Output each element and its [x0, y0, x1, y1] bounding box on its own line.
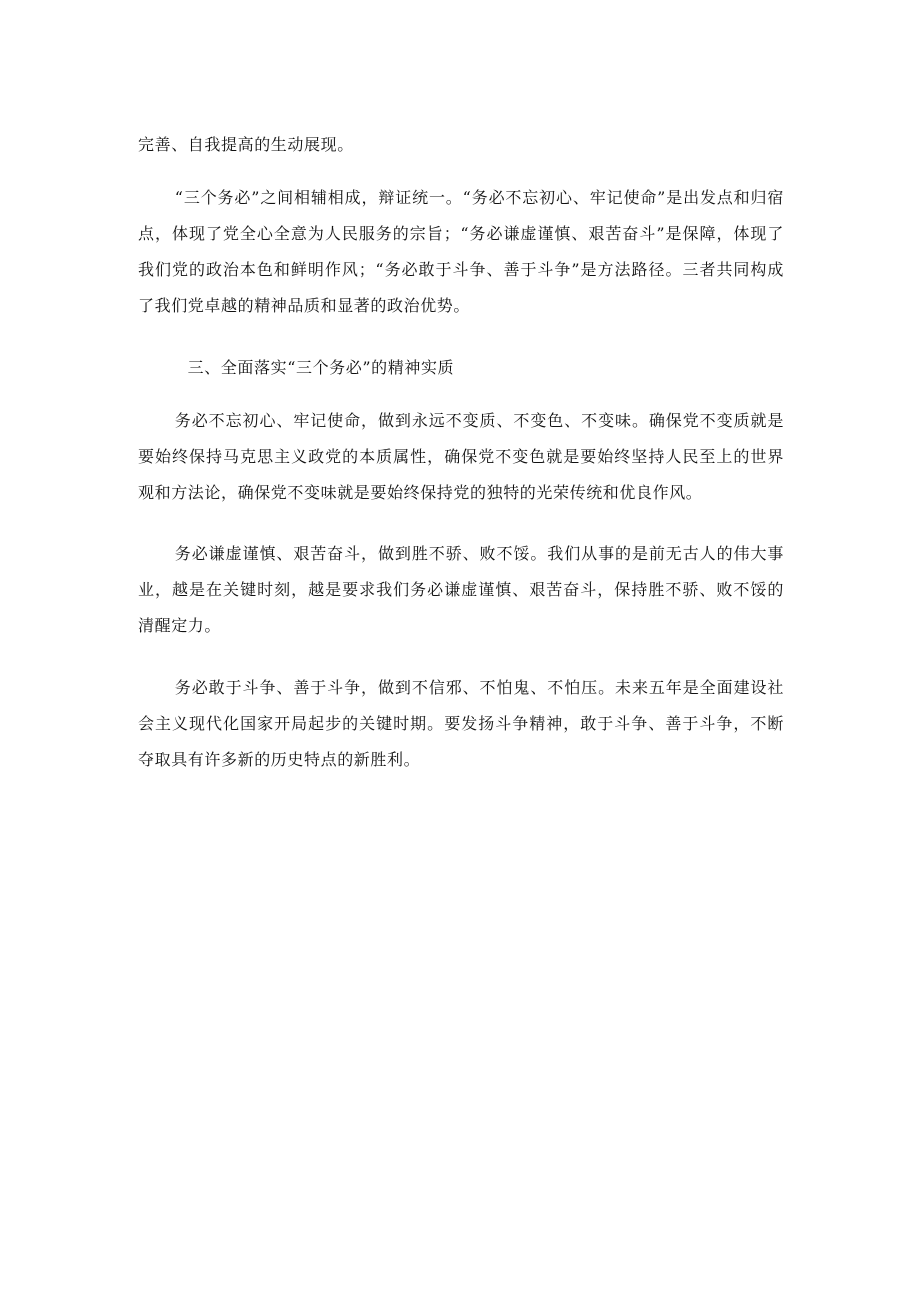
paragraph-three-musts-relationship: “三个务必”之间相辅相成，辩证统一。“务必不忘初心、牢记使命”是出发点和归宿点，体现了党全心全意为人民服务的宗旨；“务必谦虚谨慎、艰苦奋斗”是保障，体现了我们党的政治本色和鲜明作风；“务必敢于斗争、善于斗争”是方法路径。三者共同构成了我们党卓越的精神品质和显著的政治优势。 [138, 188, 784, 315]
paragraph-continuation: 完善、自我提高的生动展现。 [138, 135, 354, 154]
paragraph-original-aspiration: 务必不忘初心、牢记使命，做到永远不变质、不变色、不变味。确保党不变质就是要始终保持马克思主义政党的本质属性，确保党不变色就是要始终坚持人民至上的世界观和方法论，确保党不变味就是要始终保持党的独特的光荣传统和优良作风。 [138, 411, 784, 502]
paragraph-dare-to-struggle: 务必敢于斗争、善于斗争，做到不信邪、不怕鬼、不怕压。未来五年是全面建设社会主义现代化国家开局起步的关键时期。要发扬斗争精神，敢于斗争、善于斗争，不断夺取具有许多新的历史特点的新胜利。 [138, 678, 784, 769]
paragraph-modesty-hard-work: 务必谦虚谨慎、艰苦奋斗，做到胜不骄、败不馁。我们从事的是前无古人的伟大事业，越是在关键时刻，越是要求我们务必谦虚谨慎、艰苦奋斗，保持胜不骄、败不馁的清醒定力。 [138, 544, 784, 635]
section-heading: 三、全面落实“三个务必”的精神实质 [187, 358, 455, 377]
